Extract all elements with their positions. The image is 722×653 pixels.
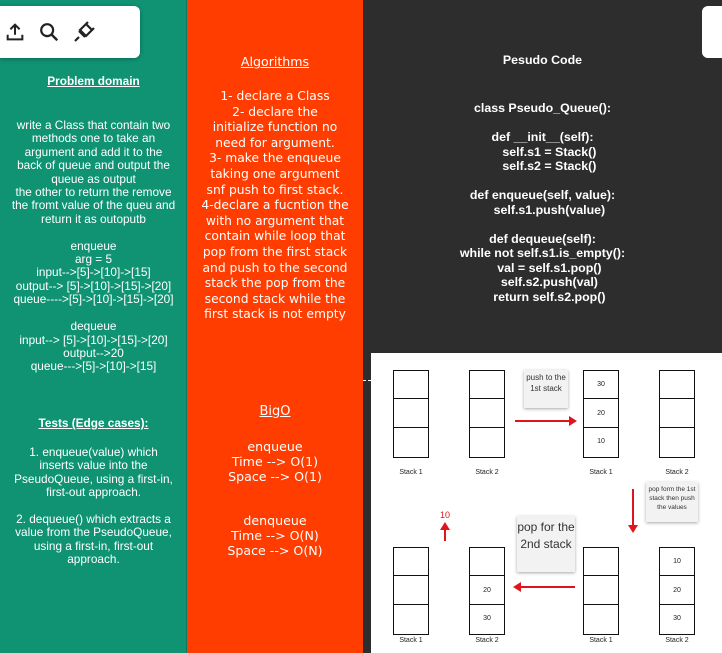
stack-diagram <box>371 353 722 653</box>
text-line: self.s2.push(val) <box>487 275 598 289</box>
tests-title: Tests (Edge cases): <box>38 416 149 430</box>
text-line: initialize function no <box>212 120 338 135</box>
text-line: using a first-in, first-out <box>33 538 154 553</box>
text-line: approach. <box>67 552 120 567</box>
text-line: need for argument. <box>215 135 335 150</box>
text-line: input--> [5]->[10]->[15]->[20] <box>19 332 168 347</box>
text-line <box>0 226 187 239</box>
text-line: Space --> O(1) <box>228 468 322 484</box>
text-line <box>363 174 722 189</box>
text-line: taking one argument <box>210 166 340 181</box>
arrow-left-icon <box>511 581 577 593</box>
text-line: enqueue <box>70 238 117 253</box>
algorithms-column <box>187 0 363 653</box>
stack-2-filled <box>469 547 505 635</box>
text-line: self.s2 = Stack() <box>488 159 597 173</box>
text-line: output--> [5]->[10]->[15]->[20] <box>15 278 172 293</box>
text-line <box>363 217 722 232</box>
stack-2-filled <box>659 547 695 635</box>
problem-domain-column <box>0 0 187 653</box>
text-line: Time --> O(1) <box>231 453 319 469</box>
stack-value: 30 <box>584 371 618 399</box>
text-line: return it as outoputb <box>41 211 146 226</box>
stack-label: Stack 1 <box>399 637 423 644</box>
stack-value: 20 <box>584 399 618 427</box>
stack-1-empty <box>393 547 429 635</box>
stack-2-empty <box>659 370 695 458</box>
stack-value: 10 <box>597 438 605 446</box>
text-line: self.s1 = Stack() <box>488 144 597 159</box>
toolbar <box>0 6 140 58</box>
text-line: 2- declare the <box>232 104 318 119</box>
text-line <box>187 484 363 499</box>
stack-value <box>470 548 504 576</box>
stack-2-empty <box>469 370 505 458</box>
text-line: val = self.s1.pop() <box>483 260 602 275</box>
side-panel-edge <box>702 6 722 58</box>
text-line: argument and add it to the <box>24 144 163 159</box>
text-line: Space --> O(N) <box>227 542 323 558</box>
text-line: queue--->[5]->[10]->[15] <box>30 359 157 374</box>
stack-value: 20 <box>660 576 694 604</box>
stack-value: 30 <box>483 615 491 623</box>
text-line: enqueue <box>247 439 303 454</box>
text-line: and push to the second <box>202 260 348 275</box>
text-line: 1- declare a Class <box>220 89 330 103</box>
bigo-title: BigO <box>259 404 291 419</box>
arrow-up-icon <box>439 521 451 543</box>
text-line: with no argument that <box>205 213 345 228</box>
text-line: 2. dequeue() which extracts a <box>16 512 171 527</box>
text-line: while not self.s1.is_empty(): <box>459 246 626 260</box>
tests-body <box>0 446 187 567</box>
text-line: pop from the first stack <box>202 244 348 259</box>
text-line <box>0 500 187 513</box>
text-line: queue as output <box>51 171 136 186</box>
text-line: self.s1.push(value) <box>479 202 606 217</box>
stack-label: Stack 1 <box>399 469 423 476</box>
text-line: return self.s2.pop() <box>479 289 606 304</box>
text-line: 4-declare a fucntion the <box>201 198 349 213</box>
text-line: first-out approach. <box>45 485 142 500</box>
popped-value: 10 <box>439 510 450 520</box>
text-line: value from the PseudoQueue, <box>15 525 172 540</box>
problem-domain-body <box>0 119 187 374</box>
text-line <box>0 307 187 320</box>
text-line: def __init__(self): <box>491 130 594 144</box>
text-line: dequeue <box>70 319 117 334</box>
stack-1-filled <box>583 370 619 458</box>
text-line: class Pseudo_Queue(): <box>473 101 612 115</box>
algorithms-body <box>187 89 363 323</box>
stack-label: Stack 1 <box>589 637 613 644</box>
text-line: stack the pop from the <box>204 276 346 291</box>
plug-icon[interactable] <box>72 20 96 44</box>
stack-value: 10 <box>660 548 694 576</box>
text-line: queue---->[5]->[10]->[15]->[20] <box>13 292 174 307</box>
text-line: write a Class that contain two <box>16 118 171 132</box>
text-line: the fromt value of the queu and <box>11 198 176 213</box>
stack-1-empty <box>393 370 429 458</box>
text-line: denqueue <box>243 512 307 528</box>
arrow-down-icon <box>626 487 640 535</box>
text-line: output-->20 <box>63 345 124 360</box>
note-pop-second-stack: pop for the 2nd stack <box>517 516 575 572</box>
stack-label: Stack 2 <box>665 469 689 476</box>
stack-label: Stack 2 <box>475 469 499 476</box>
text-line: input-->[5]->[10]->[15] <box>36 265 151 280</box>
arrow-right-icon <box>513 415 579 427</box>
text-line <box>187 499 363 514</box>
problem-domain-title: Problem domain <box>47 74 140 88</box>
text-line: methods one to take an <box>31 131 156 146</box>
search-icon[interactable] <box>38 21 60 43</box>
stack-label: Stack 2 <box>475 637 499 644</box>
text-line: snf push to first stack. <box>206 182 344 197</box>
stack-value: 30 <box>673 615 681 623</box>
stack-value: 20 <box>470 576 504 604</box>
text-line: 1. enqueue(value) which <box>29 445 158 459</box>
text-line <box>363 116 722 131</box>
bigo-body <box>187 440 363 558</box>
text-line: Time --> O(N) <box>231 527 319 543</box>
text-line: def dequeue(self): <box>489 231 596 246</box>
text-line: the other to return the remove <box>15 185 172 200</box>
text-line: first stack is not empty <box>204 307 346 322</box>
text-line: arg = 5 <box>74 252 113 267</box>
text-line: inserts value into the <box>39 458 148 473</box>
stack-label: Stack 1 <box>589 469 613 476</box>
stack-1-empty <box>583 547 619 635</box>
text-line: back of queue and output the <box>17 158 170 173</box>
pseudo-code-title: Pesudo Code <box>502 53 583 67</box>
text-line: 3- make the enqueue <box>209 151 341 166</box>
note-pop-then-push: pop form the 1st stack then push the values <box>646 482 698 522</box>
note-push-first-stack: push to the 1st stack <box>524 370 568 408</box>
upload-icon[interactable] <box>4 21 26 43</box>
pseudo-code-body <box>363 101 722 304</box>
text-line: PseudoQueue, using a first-in, <box>14 471 173 486</box>
stack-label: Stack 2 <box>665 637 689 644</box>
text-line: second stack while the <box>204 291 346 306</box>
text-line: def enqueue(self, value): <box>469 188 616 202</box>
algorithms-title: Algorithms <box>240 54 310 69</box>
text-line: contain while loop that <box>204 229 346 244</box>
